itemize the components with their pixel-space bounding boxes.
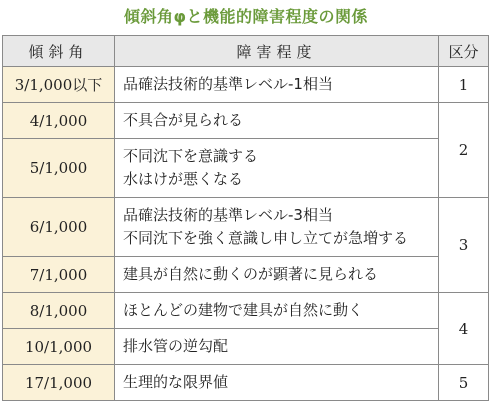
table-row bbox=[3, 329, 489, 365]
angle-cell: 7/1,000 bbox=[3, 257, 115, 293]
description-line: 不同沈下を強く意識し申し立てが急増する bbox=[123, 229, 409, 247]
angle-cell: 8/1,000 bbox=[3, 293, 115, 329]
description-cell bbox=[115, 103, 439, 139]
page-title: 傾斜角φと機能的障害程度の関係 bbox=[123, 7, 369, 26]
description-cell bbox=[115, 365, 439, 401]
description-cell bbox=[115, 139, 439, 198]
table-row bbox=[3, 139, 489, 198]
header-angle: 傾斜角 bbox=[3, 36, 115, 67]
kubun-cell: 4 bbox=[439, 293, 489, 365]
description-line: ほとんどの建物で建具が自然に動く bbox=[123, 301, 364, 319]
degree-table bbox=[2, 35, 489, 401]
angle-cell: 4/1,000 bbox=[3, 103, 115, 139]
description-cell bbox=[115, 198, 439, 257]
table-row bbox=[3, 365, 489, 401]
kubun-cell: 1 bbox=[439, 67, 489, 103]
table-row bbox=[3, 67, 489, 103]
description-line: 建具が自然に動くのが顕著に見られる bbox=[123, 265, 379, 283]
angle-cell: 10/1,000 bbox=[3, 329, 115, 365]
table-row bbox=[3, 103, 489, 139]
header-kubun: 区分 bbox=[439, 36, 489, 67]
description-line: 不具合が見られる bbox=[123, 111, 244, 129]
kubun-cell: 3 bbox=[439, 198, 489, 293]
angle-cell: 17/1,000 bbox=[3, 365, 115, 401]
description-cell bbox=[115, 293, 439, 329]
description-line: 排水管の逆勾配 bbox=[123, 337, 229, 355]
description-line: 品確法技術的基準レベル-3相当 bbox=[123, 206, 333, 224]
table-row bbox=[3, 257, 489, 293]
kubun-cell: 2 bbox=[439, 103, 489, 198]
kubun-cell: 5 bbox=[439, 365, 489, 401]
header-level: 障害程度 bbox=[115, 36, 439, 67]
angle-cell: 3/1,000以下 bbox=[3, 67, 115, 103]
description-line: 不同沈下を意識する bbox=[123, 147, 259, 165]
description-line: 水はけが悪くなる bbox=[123, 170, 244, 188]
description-cell bbox=[115, 257, 439, 293]
table-row bbox=[3, 293, 489, 329]
angle-cell: 6/1,000 bbox=[3, 198, 115, 257]
table-row bbox=[3, 198, 489, 257]
description-cell bbox=[115, 67, 439, 103]
angle-cell: 5/1,000 bbox=[3, 139, 115, 198]
description-line: 生理的な限界値 bbox=[123, 373, 229, 391]
header-row bbox=[3, 36, 489, 67]
description-cell bbox=[115, 329, 439, 365]
description-line: 品確法技術的基準レベル-1相当 bbox=[123, 75, 333, 93]
